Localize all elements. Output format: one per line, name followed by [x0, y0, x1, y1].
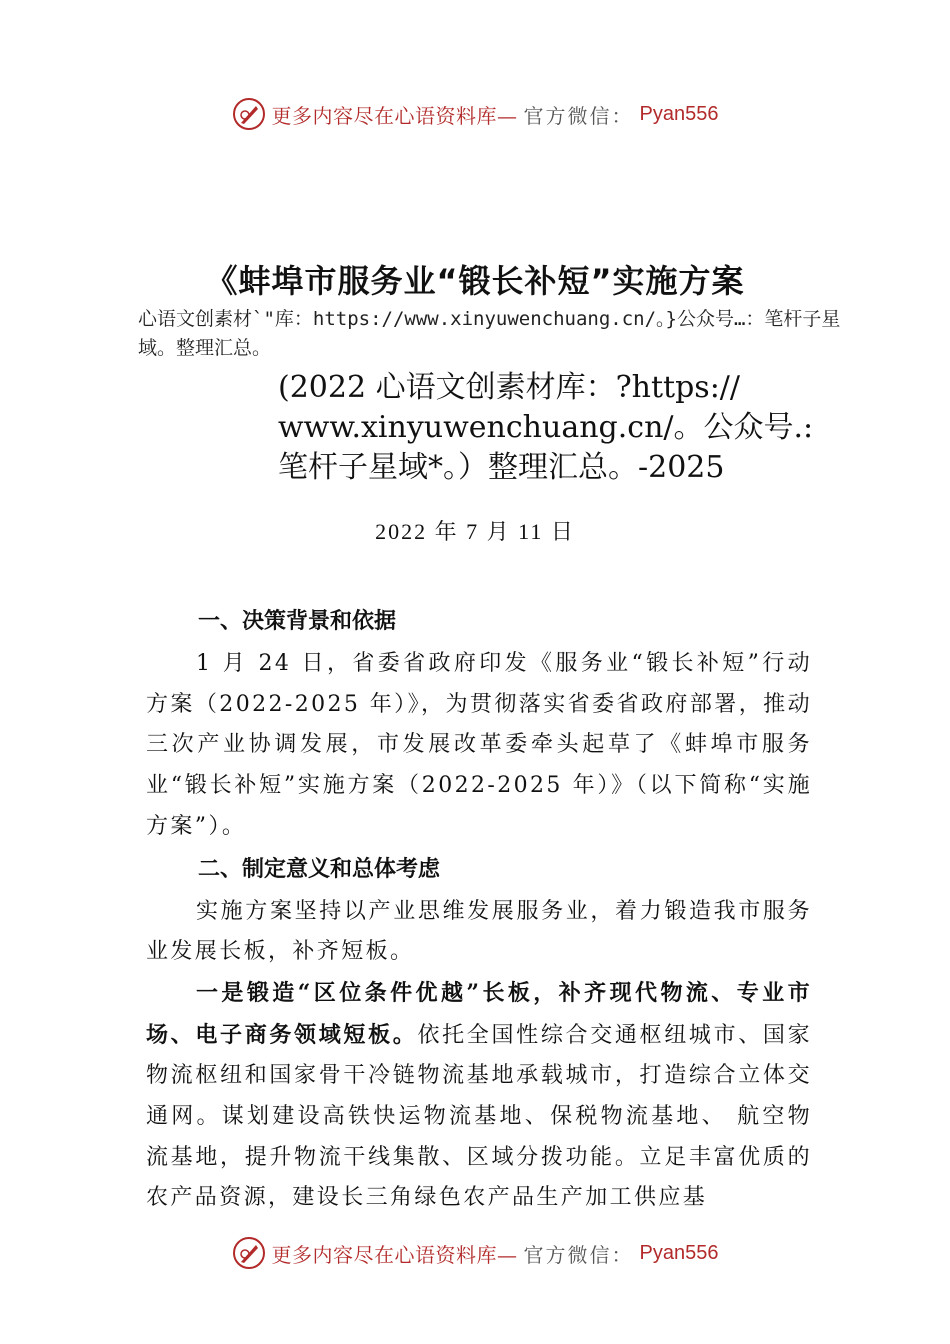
header-banner [0, 94, 950, 134]
document-date: 2022 年 7 月 11 日 [375, 519, 575, 544]
stamp-line-1: (2022 心语文创素材库：?https:// [278, 370, 741, 405]
source-stamp [278, 368, 858, 488]
banner-text: 更多内容尽在心语资料库— [271, 1242, 518, 1267]
quill-logo-icon [232, 1236, 266, 1270]
point-1-paragraph [146, 973, 812, 1219]
banner-wechat-label: 官方微信： [523, 1242, 634, 1267]
document-body [146, 600, 812, 1219]
section-heading-2: 二、制定意义和总体考虑 [198, 856, 441, 882]
banner-text: 更多内容尽在心语资料库— [271, 103, 518, 128]
section-heading-1: 一、决策背景和依据 [198, 609, 397, 634]
footer-banner [0, 1233, 950, 1273]
quill-logo-icon [232, 97, 266, 131]
stamp-line-3: 笔杆子星域*。）整理汇总。-2025 [278, 450, 725, 485]
section-2-paragraph: 实施方案坚持以产业思维发展服务业，着力锻造我市服务业发展长板，补齐短板。 [146, 898, 812, 965]
document-title: 《蚌埠市服务业“锻长补短”实施方案 [205, 262, 745, 300]
banner-wechat-label: 官方微信： [523, 103, 634, 128]
point-1-lead: 一是锻造“区位条件优越”长板，补齐现代物流、专业市场、电子商务领域短板。 [146, 979, 812, 1048]
section-1-paragraph: 1 月 24 日，省委省政府印发《服务业“锻长补短”行动方案（2022-2025 年）》，为贯彻落实省委省政府部署，推动三次产业协调发展，市发展改革委牵头起草了《蚌埠市服务业“锻长补短”实施方案（2022-2025 年）》（以下简称“实施方案”）。 [146, 651, 812, 839]
banner-wechat-id: Pyan556 [639, 1241, 719, 1264]
banner-wechat-id: Pyan556 [639, 102, 719, 125]
source-note: 心语文创素材`"库：https://www.xinyuwenchuang.cn/。}公众号…：笔杆子星域。整理汇总。 [138, 308, 841, 359]
point-1-text: 依托全国性综合交通枢纽城市、国家物流枢纽和国家骨干冷链物流基地承载城市，打造综合立体交通网。谋划建设高铁快运物流基地、保税物流基地、 航空物流基地，提升物流干线集散、区域分拨功能。立足丰富优质的农产品资源，建设长三角绿色农产品生产加工供应基 [146, 1022, 813, 1211]
stamp-line-2: www.xinyuwenchuang.cn/。公众号.: [278, 410, 814, 445]
